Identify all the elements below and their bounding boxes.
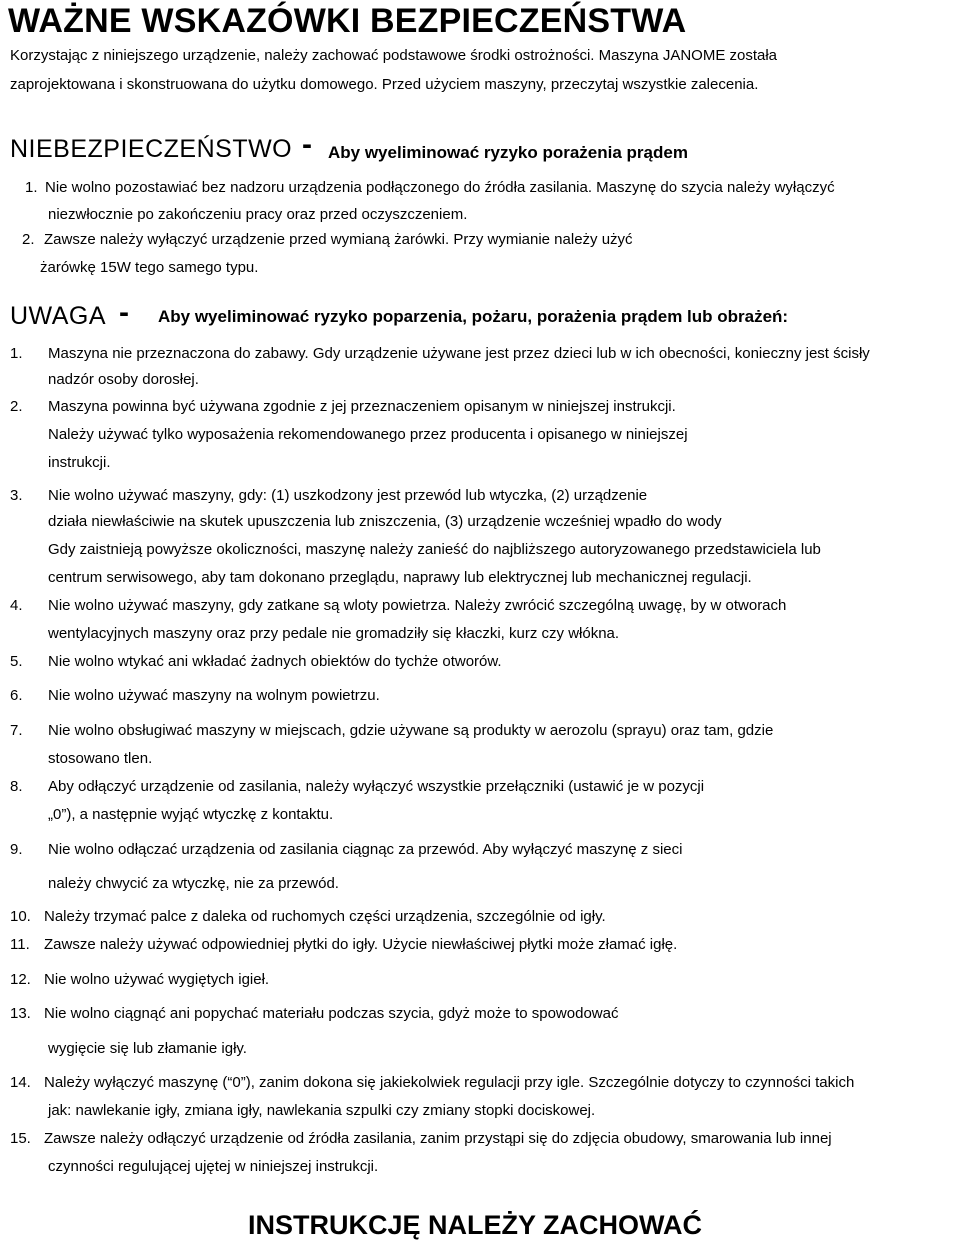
- warning-item-number: 13.: [10, 1005, 31, 1022]
- danger-item-line: Nie wolno pozostawiać bez nadzoru urządzenia podłączonego do źródła zasilania. Maszynę do szycia należy wyłączyć: [45, 179, 835, 196]
- warning-item-number: 7.: [10, 722, 23, 739]
- warning-item-line: jak: nawlekanie igły, zmiana igły, nawlekania szpulki czy zmiany stopki dociskowej.: [48, 1102, 596, 1119]
- warning-subtitle: Aby wyeliminować ryzyko poparzenia, pożaru, porażenia prądem lub obrażeń:: [158, 307, 789, 326]
- warning-item-line: czynności regulującej ujętej w niniejszej instrukcji.: [48, 1158, 379, 1175]
- warning-item-number: 4.: [10, 597, 23, 614]
- danger-item-line: Zawsze należy wyłączyć urządzenie przed wymianą żarówki. Przy wymianie należy użyć: [44, 231, 633, 248]
- warning-item-line: należy chwycić za wtyczkę, nie za przewód.: [48, 875, 339, 892]
- warning-dash: -: [119, 296, 129, 329]
- warning-item-line: Nie wolno używać wygiętych igieł.: [44, 971, 270, 988]
- warning-item-line: Nie wolno wtykać ani wkładać żadnych obiektów do tychże otworów.: [48, 653, 502, 670]
- warning-item-line: Należy używać tylko wyposażenia rekomendowanego przez producenta i opisanego w niniejszej: [48, 426, 688, 443]
- danger-item-line: niezwłocznie po zakończeniu pracy oraz przed oczyszczeniem.: [48, 206, 468, 223]
- warning-item-line: Zawsze należy używać odpowiedniej płytki do igły. Użycie niewłaściwej płytki może złamać igłę.: [44, 936, 678, 953]
- warning-item-number: 15.: [10, 1130, 31, 1147]
- warning-item-line: Maszyna powinna być używana zgodnie z jej przeznaczeniem opisanym w niniejszej instrukcji.: [48, 398, 676, 415]
- warning-item-number: 10.: [10, 908, 31, 925]
- danger-subtitle: Aby wyeliminować ryzyko porażenia prądem: [328, 143, 688, 162]
- warning-item-line: stosowano tlen.: [48, 750, 153, 767]
- warning-item-line: Aby odłączyć urządzenie od zasilania, należy wyłączyć wszystkie przełączniki (ustawić je w pozycji: [48, 778, 705, 795]
- footer-notice: INSTRUKCJĘ NALEŻY ZACHOWAĆ: [248, 1210, 703, 1240]
- danger-item-line: żarówkę 15W tego samego typu.: [40, 259, 259, 276]
- warning-item-line: Nie wolno ciągnąć ani popychać materiału podczas szycia, gdyż może to spowodować: [44, 1005, 619, 1022]
- warning-item-line: nadzór osoby dorosłej.: [48, 371, 199, 388]
- warning-item-number: 1.: [10, 345, 23, 362]
- warning-item-line: Maszyna nie przeznaczona do zabawy. Gdy urządzenie używane jest przez dzieci lub w ich obecności, konieczny jest ścisły: [48, 345, 870, 362]
- warning-item-line: Gdy zaistnieją powyższe okoliczności, maszynę należy zanieść do najbliższego autoryzowanego przedstawiciela lub: [48, 541, 821, 558]
- warning-item-line: centrum serwisowego, aby tam dokonano przeglądu, naprawy lub elektrycznej lub mechanicznej regulacji.: [48, 569, 752, 586]
- warning-item-line: działa niewłaściwie na skutek upuszczenia lub zniszczenia, (3) urządzenie wcześniej wpadło do wody: [48, 513, 722, 530]
- danger-item-number: 2.: [22, 231, 35, 248]
- warning-label: UWAGA: [10, 302, 107, 330]
- warning-item-line: Należy wyłączyć maszynę (“0”), zanim dokona się jakiekolwiek regulacji przy igle. Szczególnie dotyczy to czynności takich: [44, 1074, 855, 1091]
- warning-item-number: 12.: [10, 971, 31, 988]
- warning-item-number: 5.: [10, 653, 23, 670]
- danger-dash: -: [302, 128, 312, 161]
- warning-item-line: wentylacyjnych maszyny oraz przy pedale nie gromadziły się kłaczki, kurz czy włókna.: [48, 625, 620, 642]
- warning-item-number: 11.: [10, 936, 30, 953]
- warning-item-number: 3.: [10, 487, 23, 504]
- intro-line: zaprojektowana i skonstruowana do użytku domowego. Przed użyciem maszyny, przeczytaj wszystkie zalecenia.: [10, 76, 759, 93]
- warning-item-line: Nie wolno odłączać urządzenia od zasilania ciągnąc za przewód. Aby wyłączyć maszynę z sieci: [48, 841, 683, 858]
- danger-item-number: 1.: [25, 179, 38, 196]
- warning-item-line: Nie wolno używać maszyny na wolnym powietrzu.: [48, 687, 380, 704]
- warning-item-line: wygięcie się lub złamanie igły.: [48, 1040, 247, 1057]
- warning-item-number: 6.: [10, 687, 23, 704]
- page-title: WAŻNE WSKAZÓWKI BEZPIECZEŃSTWA: [8, 2, 687, 40]
- warning-item-number: 14.: [10, 1074, 31, 1091]
- warning-item-line: Nie wolno używać maszyny, gdy zatkane są wloty powietrza. Należy zwrócić szczególną uwagę, by w otworach: [48, 597, 787, 614]
- warning-item-number: 9.: [10, 841, 23, 858]
- warning-item-line: instrukcji.: [48, 454, 111, 471]
- intro-line: Korzystając z niniejszego urządzenie, należy zachować podstawowe środki ostrożności. Maszyna JANOME została: [10, 47, 778, 64]
- warning-item-line: „0”), a następnie wyjąć wtyczkę z kontaktu.: [48, 806, 334, 823]
- warning-item-line: Zawsze należy odłączyć urządzenie od źródła zasilania, zanim przystąpi się do zdjęcia obudowy, smarowania lub innej: [44, 1130, 832, 1147]
- warning-item-line: Nie wolno obsługiwać maszyny w miejscach, gdzie używane są produkty w aerozolu (sprayu) oraz tam, gdzie: [48, 722, 774, 739]
- warning-item-number: 8.: [10, 778, 23, 795]
- warning-item-number: 2.: [10, 398, 23, 415]
- warning-item-line: Należy trzymać palce z daleka od ruchomych części urządzenia, szczególnie od igły.: [44, 908, 606, 925]
- danger-label: NIEBEZPIECZEŃSTWO: [10, 135, 293, 163]
- warning-item-line: Nie wolno używać maszyny, gdy: (1) uszkodzony jest przewód lub wtyczka, (2) urządzenie: [48, 487, 648, 504]
